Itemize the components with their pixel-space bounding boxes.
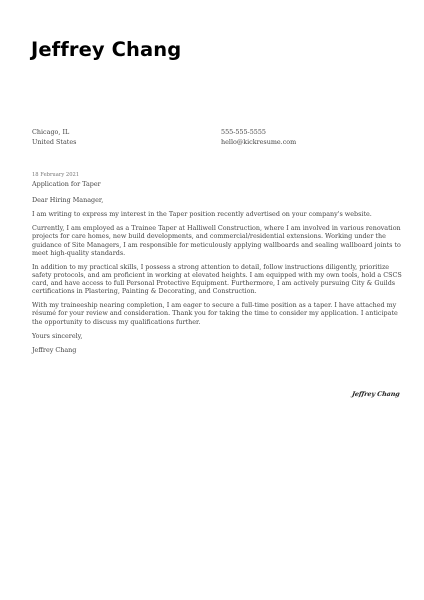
salutation: Dear Hiring Manager, bbox=[32, 196, 104, 204]
applicant-name: Jeffrey Chang bbox=[31, 38, 182, 61]
handwritten-signature: Jeffrey Chang bbox=[351, 390, 401, 398]
letter-body bbox=[32, 196, 402, 360]
contact-country: United States bbox=[32, 137, 77, 146]
body-paragraph-2: Currently, I am employed as a Trainee Taper at Halliwell Construction, where I am involved in various renovation projects for care homes, new build developments, and commercial/residential extensions. Working under the guidance of Site Managers, I am responsible for meticulously applying wallboards and sealing wallboard joints to meet high-quality standards. bbox=[32, 224, 401, 257]
body-paragraph-1: I am writing to express my interest in the Taper position recently advertised on your company's website. bbox=[32, 210, 372, 219]
signoff-name: Jeffrey Chang bbox=[32, 345, 77, 354]
contact-address bbox=[32, 128, 76, 147]
letter-subject: Application for Taper bbox=[32, 180, 101, 188]
letter-date: 18 February 2021 bbox=[32, 172, 80, 178]
contact-details bbox=[221, 128, 296, 147]
body-paragraph-3: In addition to my practical skills, I possess a strong attention to detail, follow instructions diligently, prioritize safety protocols, and am proficient in working at elevated heights. I am equipped with my own tools, hold a CSCS card, and have access to full Personal Protective Equipment. Furthermore, I am actively pursuing City & Guilds certifications in Plastering, Painting & Decorating, and Construction. bbox=[32, 262, 402, 296]
contact-city: Chicago, IL bbox=[32, 128, 70, 136]
contact-email: hello@kickresume.com bbox=[221, 137, 297, 146]
contact-phone: 555-555-5555 bbox=[221, 128, 266, 136]
body-paragraph-4: With my traineeship nearing completion, I am eager to secure a full-time position as a taper. I have attached my résumé for your review and consideration. Thank you for taking the time to consider my application. I anticipate the opportunity to discuss my qualifications further. bbox=[32, 301, 398, 326]
closing: Yours sincerely, bbox=[32, 331, 83, 340]
